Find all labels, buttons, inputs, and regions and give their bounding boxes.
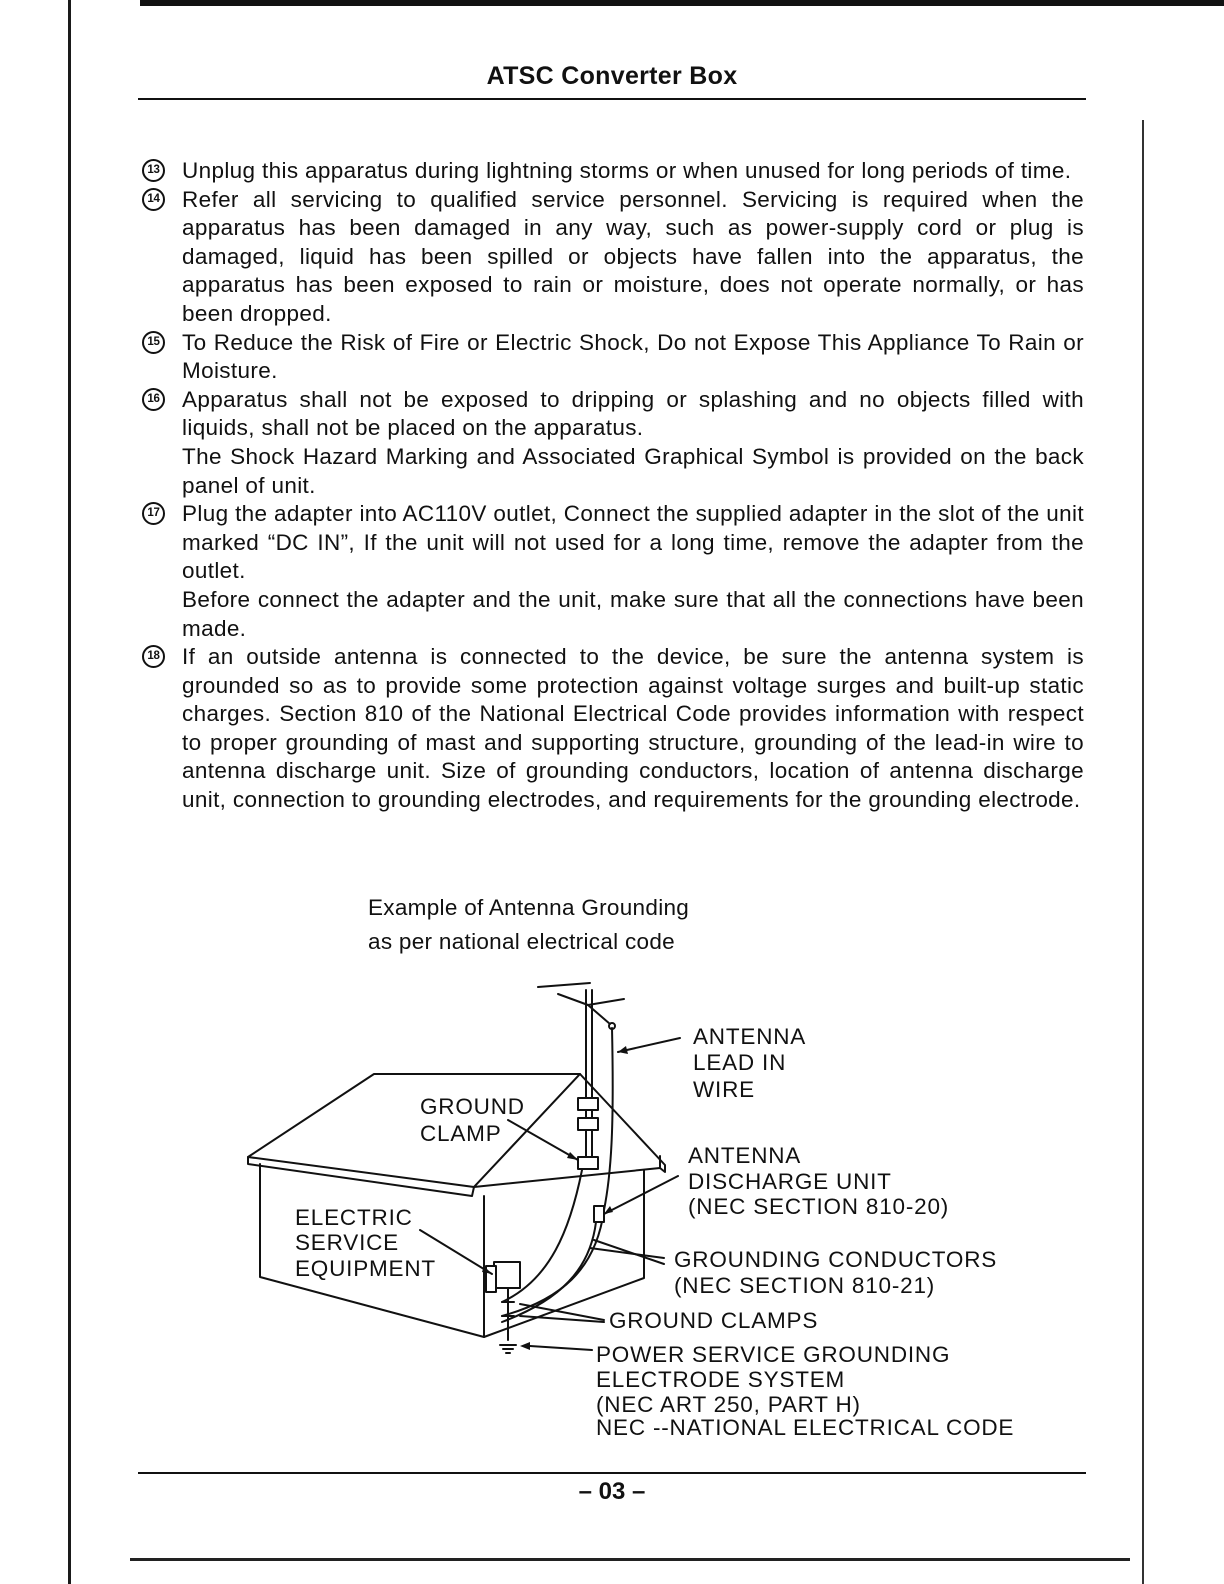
ground-clamp	[578, 1118, 598, 1130]
label-nec-note: NEC --NATIONAL ELECTRICAL CODE	[596, 1415, 1015, 1440]
caption-line: as per national electrical code	[368, 929, 675, 954]
list-item	[142, 329, 1084, 386]
item-number-badge: 13	[142, 159, 165, 182]
caption-line: Example of Antenna Grounding	[368, 895, 690, 920]
item-text-continued: The Shock Hazard Marking and Associated Graphical Symbol is provided on the back panel of unit.	[182, 443, 1084, 498]
item-number-badge: 15	[142, 331, 165, 354]
leader-line	[594, 1240, 664, 1264]
label-wire: WIRE	[693, 1077, 755, 1102]
item-number-badge: 16	[142, 388, 165, 411]
figure-caption	[368, 891, 689, 959]
antenna-element	[538, 983, 590, 987]
page-title: ATSC Converter Box	[486, 62, 738, 90]
antenna-grounding-diagram	[240, 970, 1040, 1450]
label-electric: ELECTRIC	[295, 1205, 413, 1230]
leader-line	[618, 1038, 680, 1052]
list-item	[142, 186, 1084, 329]
item-text: Refer all servicing to qualified service personnel. Servicing is required when the apparatus has been damaged in any way, such as power-supply cord or plug is damaged, liquid has been spilled or objects have fallen into the apparatus, the apparatus has been exposed to rain or moisture, does not operate normally, or has been dropped.	[182, 186, 1084, 326]
item-text: Apparatus shall not be exposed to dripping or splashing and no objects filled with liquids, shall not be placed on the apparatus.	[182, 386, 1084, 441]
scan-edge-top	[140, 0, 1224, 6]
item-text: If an outside antenna is connected to the device, be sure the antenna system is grounded so as to provide some protection against voltage surges and built-up static charges. Section 810 of the National Electrical Code provides information with respect to proper grounding of mast and supporting structure, grounding of the lead-in wire to antenna discharge unit. Size of grounding conductors, location of antenna discharge unit, connection to grounding electrodes, and requirements for the grounding electrode.	[182, 644, 1084, 813]
scan-edge-right	[1142, 120, 1144, 1584]
footer-rule	[138, 1472, 1086, 1474]
list-item	[142, 386, 1084, 500]
label-electrode-system: ELECTRODE SYSTEM	[596, 1367, 846, 1392]
scan-edge-bottom	[130, 1558, 1130, 1561]
item-text: Plug the adapter into AC110V outlet, Connect the supplied adapter in the slot of the unit marked “DC IN”, If the unit will not used for a long time, remove the adapter from the outlet.	[182, 501, 1084, 584]
item-number-badge: 17	[142, 502, 165, 525]
item-text: Unplug this apparatus during lightning storms or when unused for long periods of time.	[182, 158, 1072, 183]
item-number-badge: 14	[142, 188, 165, 211]
item-text: To Reduce the Risk of Fire or Electric Shock, Do not Expose This Appliance To Rain or Moisture.	[182, 329, 1084, 384]
label-clamp: CLAMP	[420, 1121, 502, 1146]
label-service: SERVICE	[295, 1230, 399, 1255]
header-rule	[138, 98, 1086, 100]
discharge-unit-icon	[594, 1206, 604, 1222]
scan-edge-left	[68, 0, 71, 1584]
label-power-service: POWER SERVICE GROUNDING	[596, 1342, 951, 1367]
label-lead-in: LEAD IN	[693, 1050, 787, 1075]
label-equipment: EQUIPMENT	[295, 1256, 436, 1281]
label-nec-art: (NEC ART 250, PART H)	[596, 1392, 861, 1417]
label-conductors-nec: (NEC SECTION 810-21)	[674, 1273, 936, 1298]
label-discharge-nec: (NEC SECTION 810-20)	[688, 1194, 950, 1219]
leader-line	[590, 1248, 664, 1258]
list-item	[142, 157, 1084, 186]
ground-clamp	[578, 1098, 598, 1110]
label-discharge-antenna: ANTENNA	[688, 1143, 802, 1168]
label-ground-clamps: GROUND CLAMPS	[609, 1308, 819, 1333]
item-text-continued: Before connect the adapter and the unit, make sure that all the connections have been made.	[182, 586, 1084, 641]
label-grounding-conductors: GROUNDING CONDUCTORS	[674, 1247, 998, 1272]
list-item	[142, 500, 1084, 643]
page-number: – 03 –	[578, 1478, 646, 1505]
item-number-badge: 18	[142, 645, 165, 668]
ground-clamp	[578, 1157, 598, 1169]
safety-instructions-list	[142, 157, 1084, 815]
leader-line	[530, 1346, 592, 1350]
electric-service-box	[494, 1262, 520, 1288]
list-item	[142, 643, 1084, 815]
label-antenna: ANTENNA	[693, 1024, 807, 1049]
label-ground: GROUND	[420, 1094, 525, 1119]
leader-line	[604, 1176, 678, 1214]
label-discharge-unit: DISCHARGE UNIT	[688, 1169, 892, 1194]
